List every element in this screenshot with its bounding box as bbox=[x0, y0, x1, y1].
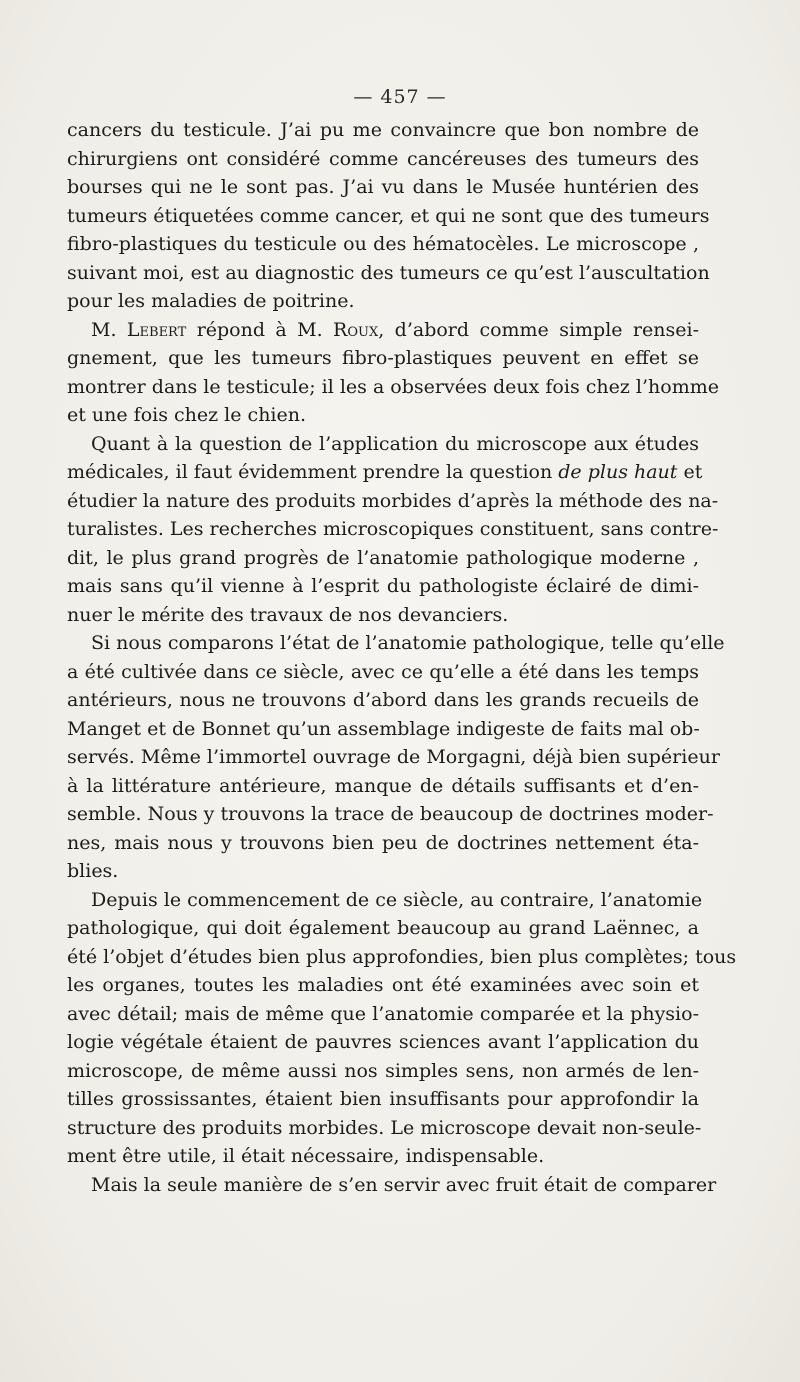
text-span: logie végétale étaient de pauvres sciences avant l’application du bbox=[67, 1031, 699, 1053]
text-span: , d’abord comme simple rensei- bbox=[378, 318, 699, 341]
text-line bbox=[67, 202, 710, 231]
text-span: nes, mais nous y trouvons bien peu de doctrines nettement éta- bbox=[67, 831, 699, 854]
text-line bbox=[67, 145, 699, 174]
text-line bbox=[67, 629, 725, 658]
text-span: antérieurs, nous ne trouvons d’abord dans les grands recueils de bbox=[67, 689, 699, 711]
text-line bbox=[67, 544, 699, 573]
text-span: pathologique, qui doit également beaucoup au grand Laënnec, a bbox=[67, 917, 699, 939]
text-span: semble. Nous y trouvons la trace de beaucoup de doctrines moder- bbox=[67, 803, 714, 825]
text-span: Mais la seule manière de s’en servir avec fruit était de comparer bbox=[91, 1173, 717, 1196]
text-line bbox=[67, 259, 710, 288]
text-line bbox=[67, 886, 703, 915]
text-line bbox=[67, 572, 699, 601]
text-line bbox=[67, 173, 699, 202]
text-span: pour les maladies de poitrine. bbox=[67, 290, 355, 312]
text-span: Manget et de Bonnet qu’un assemblage indigeste de faits mal ob- bbox=[67, 717, 700, 740]
text-line bbox=[67, 829, 699, 858]
text-line bbox=[67, 458, 703, 487]
text-span: microscope, de même aussi nos simples sens, non armés de len- bbox=[67, 1059, 699, 1082]
text-span: et bbox=[677, 461, 703, 483]
author-name: Lebert bbox=[126, 318, 187, 341]
text-line bbox=[67, 116, 699, 145]
text-line bbox=[67, 487, 719, 516]
text-span: fibro-plastiques du testicule ou des hématocèles. Le microscope , bbox=[67, 233, 699, 255]
text-line bbox=[67, 857, 699, 886]
text-line bbox=[67, 743, 720, 772]
text-span: Quant à la question de l’application du microscope aux études bbox=[91, 432, 699, 455]
text-line bbox=[67, 601, 699, 630]
text-line bbox=[67, 287, 699, 316]
text-line bbox=[67, 1028, 699, 1057]
text-line bbox=[67, 1114, 702, 1143]
text-line bbox=[67, 800, 714, 829]
text-line bbox=[67, 1057, 699, 1086]
italic-phrase: de plus haut bbox=[558, 461, 678, 483]
author-name: Roux bbox=[333, 318, 379, 341]
text-line bbox=[67, 1085, 699, 1114]
text-span: tumeurs étiquetées comme cancer, et qui ne sont que des tumeurs bbox=[67, 204, 710, 227]
page-number: — 457 — bbox=[353, 86, 447, 108]
text-line bbox=[67, 971, 699, 1000]
text-span: répond à M. bbox=[186, 318, 334, 341]
text-span: servés. Même l’immortel ouvrage de Morgagni, déjà bien supérieur bbox=[67, 746, 720, 768]
body-text bbox=[67, 116, 737, 1199]
text-line bbox=[67, 1142, 699, 1171]
text-span: structure des produits morbides. Le microscope devait non-seule- bbox=[67, 1116, 702, 1139]
text-span: Depuis le commencement de ce siècle, au contraire, l’anatomie bbox=[91, 888, 703, 911]
text-line bbox=[67, 230, 699, 259]
text-span: turalistes. Les recherches microscopiques constituent, sans contre- bbox=[67, 518, 719, 540]
text-span: a été cultivée dans ce siècle, avec ce qu’elle a été dans les temps bbox=[67, 660, 699, 683]
text-span: chirurgiens ont considéré comme cancéreuses des tumeurs des bbox=[67, 147, 699, 170]
text-span: montrer dans le testicule; il les a observées deux fois chez l’homme bbox=[67, 375, 719, 398]
text-span: tilles grossissantes, étaient bien insuffisants pour approfondir la bbox=[67, 1088, 699, 1110]
text-span: à la littérature antérieure, manque de détails suffisants et d’en- bbox=[67, 774, 699, 797]
text-line bbox=[67, 914, 699, 943]
text-line bbox=[67, 515, 719, 544]
text-span: gnement, que les tumeurs fibro-plastiques peuvent en effet se bbox=[67, 347, 699, 369]
text-line bbox=[67, 658, 699, 687]
text-line bbox=[67, 1000, 699, 1029]
text-span: et une fois chez le chien. bbox=[67, 404, 307, 426]
text-span: avec détail; mais de même que l’anatomie comparée et la physio- bbox=[67, 1002, 699, 1025]
text-span: bourses qui ne le sont pas. J’ai vu dans le Musée huntérien des bbox=[67, 176, 699, 198]
text-span: dit, le plus grand progrès de l’anatomie pathologique moderne , bbox=[67, 546, 699, 569]
text-span: mais sans qu’il vienne à l’esprit du pathologiste éclairé de dimi- bbox=[67, 575, 699, 597]
text-span: été l’objet d’études bien plus approfondies, bien plus complètes; tous bbox=[67, 945, 737, 968]
text-line bbox=[67, 316, 699, 345]
text-line bbox=[67, 943, 737, 972]
text-line bbox=[67, 344, 699, 373]
text-line bbox=[67, 401, 699, 430]
text-span: les organes, toutes les maladies ont été examinées avec soin et bbox=[67, 974, 699, 996]
text-line bbox=[67, 686, 699, 715]
text-span: cancers du testicule. J’ai pu me convaincre que bon nombre de bbox=[67, 119, 699, 141]
text-line bbox=[67, 772, 699, 801]
text-span: M. bbox=[91, 318, 127, 341]
text-line bbox=[67, 715, 699, 744]
text-span: ment être utile, il était nécessaire, indispensable. bbox=[67, 1145, 545, 1167]
text-span: suivant moi, est au diagnostic des tumeurs ce qu’est l’auscultation bbox=[67, 261, 710, 284]
text-span: nuer le mérite des travaux de nos devanciers. bbox=[67, 603, 509, 626]
text-span: Si nous comparons l’état de l’anatomie pathologique, telle qu’elle bbox=[91, 632, 725, 654]
text-line bbox=[67, 373, 719, 402]
text-span: étudier la nature des produits morbides d’après la méthode des na- bbox=[67, 489, 719, 512]
text-line bbox=[67, 1171, 717, 1200]
text-span: blies. bbox=[67, 860, 119, 882]
text-span: médicales, il faut évidemment prendre la question bbox=[67, 461, 559, 483]
text-line bbox=[67, 430, 699, 459]
